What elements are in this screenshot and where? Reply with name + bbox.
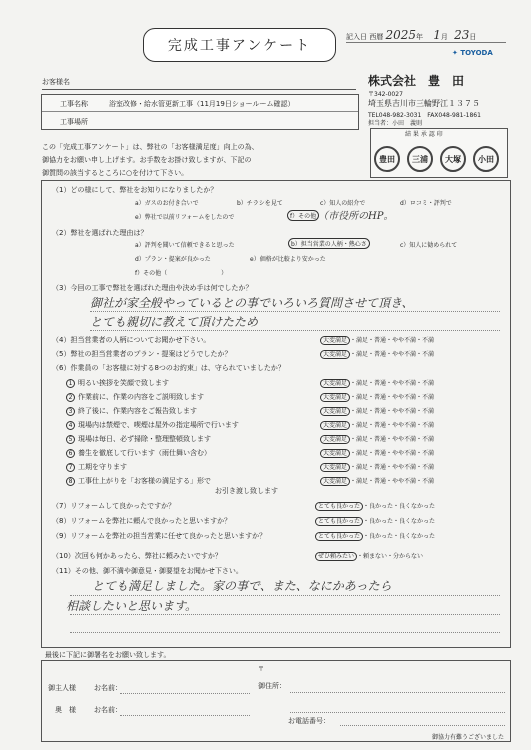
q7-scale[interactable]: とても良かった ・良かった・良くなかった	[315, 501, 435, 510]
q2-option-a[interactable]: a）評判を聞いて信頼できると思った	[135, 242, 235, 249]
q1-label: （1）どの様にして、弊社をお知りになりましたか？	[52, 186, 218, 194]
promise-2: 2 作業前に、作業の内容をご説明致します	[66, 392, 204, 402]
promise-3: 3 終了後に、作業内容をご報告致します	[66, 406, 197, 416]
q2-label: （2）弊社を選ばれた理由は？	[52, 229, 148, 237]
q5-scale[interactable]: 大変満足 ・満足・普通・やや不満・不満	[320, 349, 434, 358]
q9-scale[interactable]: とても良かった ・良かった・良くなかった	[315, 531, 435, 540]
q2-option-b-selected[interactable]: b）担当営業の人柄・熱心さ	[288, 238, 370, 249]
q3-answer-line1: 御社が家全般やっているとの事でいろいろ質問させて頂き、	[90, 296, 414, 310]
thanks-note: 御協力有難うございました	[432, 734, 505, 741]
promise-4: 4 現場内は禁煙で、喫煙は屋外の指定場所で行います	[66, 420, 239, 430]
address-field[interactable]	[290, 692, 505, 693]
phone-label: お電話番号：	[288, 717, 330, 725]
company-name: 株式会社 豊 田	[368, 74, 465, 88]
q2-option-f[interactable]: f）その他（ ）	[135, 270, 228, 277]
footer-label: 最後に下記に御署名をお願い致します。	[45, 651, 171, 659]
q3-answer-line2: とても親切に教えて頂けたため	[90, 315, 259, 329]
q10-label: （10）次回も何かあったら、弊社に頼みたいですか？	[52, 552, 222, 560]
address-field-2[interactable]	[290, 712, 505, 713]
site-label: 工事場所	[60, 118, 88, 126]
intro-line: この「完成工事アンケート」は、弊社の「お客様満足度」向上の為、	[42, 143, 259, 151]
stamp-1: 豊田	[374, 146, 400, 172]
owner-label: 御主人様	[48, 684, 76, 692]
q1-option-c[interactable]: c）知人の紹介で	[320, 200, 366, 207]
q7-label: （7）リフォームして良かったですか？	[52, 502, 176, 510]
promise-3-scale[interactable]: 大変満足 ・満足・普通・やや不満・不満	[320, 406, 434, 415]
wife-name-label: お名前：	[94, 706, 122, 714]
q2-option-c[interactable]: c）知人に勧められて	[400, 242, 458, 249]
promise-7-scale[interactable]: 大変満足 ・満足・普通・やや不満・不満	[320, 462, 434, 471]
q1-option-f-selected[interactable]: f）その他	[287, 210, 319, 221]
q1-option-b[interactable]: b）チラシを見て	[237, 200, 283, 207]
q3-label: （3）今回の工事で弊社を選ばれた理由や決め手は何でしたか？	[52, 284, 253, 292]
address-label: 御住所：	[258, 682, 286, 690]
page-title: 完成工事アンケート	[143, 28, 336, 62]
phone-field[interactable]	[340, 725, 505, 726]
customer-label: お客様名	[42, 78, 70, 86]
q4-label: （4）担当営業者の人柄についてお聞かせ下さい。	[52, 336, 211, 344]
company-staff: 担当者：小田 義則	[368, 120, 423, 127]
promise-2-scale[interactable]: 大変満足 ・満足・普通・やや不満・不満	[320, 392, 434, 401]
owner-name-label: お名前：	[94, 684, 122, 692]
q8-label: （8）リフォームを弊社に頼んで良かったと思いますか？	[52, 517, 232, 525]
q5-label: （5）弊社の担当営業者のプラン・提案はどうでしたか？	[52, 350, 232, 358]
q2-option-e[interactable]: e）価格が比較より安かった	[250, 256, 326, 263]
wife-label: 奥 様	[55, 706, 76, 714]
entry-date: 記入日 西暦 2025年 1月 23日	[346, 28, 477, 42]
promise-8: 8 工事仕上がりを「お客様の満足する」形で	[66, 476, 211, 486]
company-tel: TEL048-982-3031 FAX048-981-1861	[368, 112, 481, 119]
intro-line: 御質問の該当するところに○を付けて下さい。	[42, 169, 189, 177]
q6-label: （6）作業員の「お客様に対する8つのお約束」は、守られていましたか？	[52, 364, 285, 372]
promise-4-scale[interactable]: 大変満足 ・満足・普通・やや不満・不満	[320, 420, 434, 429]
intro-line: 御協力をお願い申し上げます。お手数をお掛け致しますが、下記の	[42, 156, 252, 164]
q4-scale[interactable]: 大変満足 ・満足・普通・やや不満・不満	[320, 335, 434, 344]
work-name: 浴室改修・給水管更新工事（11月19日ショールーム確認）	[109, 100, 295, 108]
q11-answer-line1: とても満足しました。家の事で、また、なにかあったら	[92, 579, 392, 593]
q1-option-a[interactable]: a）ガスのお付き合いで	[135, 200, 199, 207]
stamp-title: 結 果 承 認 印	[405, 131, 443, 138]
q8-scale[interactable]: とても良かった ・良かった・良くなかった	[315, 516, 435, 525]
promise-5: 5 現場は毎日、必ず掃除・整理整頓致します	[66, 434, 211, 444]
q2-option-d[interactable]: d）プラン・提案が良かった	[135, 256, 211, 263]
signature-frame	[41, 660, 511, 742]
footer-zip: 〒	[258, 666, 265, 673]
promise-8-scale[interactable]: 大変満足 ・満足・普通・やや不満・不満	[320, 476, 434, 485]
promise-8-extra: お引き渡し致します	[215, 487, 278, 495]
q10-scale[interactable]: ぜひ頼みたい ・頼まない・分からない	[315, 551, 423, 560]
q1-option-d[interactable]: d）ロコミ・評判で	[400, 200, 452, 207]
stamp-4: 小田	[473, 146, 499, 172]
promise-6: 6 養生を徹底して行います（雨仕舞い含む）	[66, 448, 211, 458]
company-address: 埼玉県吉川市三輪野江１３７５	[368, 99, 480, 108]
stamp-3: 大塚	[440, 146, 466, 172]
brand-logo: ✦ TOYODA	[452, 49, 493, 57]
wife-name-field[interactable]	[120, 715, 250, 716]
q1-other-answer: （市役所のHP。	[318, 211, 394, 222]
promise-1-scale[interactable]: 大変満足 ・満足・普通・やや不満・不満	[320, 378, 434, 387]
owner-name-field[interactable]	[120, 693, 250, 694]
promise-1: 1 明るい挨拶を笑顔で致します	[66, 378, 169, 388]
stamp-2: 三浦	[407, 146, 433, 172]
promise-6-scale[interactable]: 大変満足 ・満足・普通・やや不満・不満	[320, 448, 434, 457]
q11-label: （11）その他、御不満や御意見・御要望をお聞かせ下さい。	[52, 567, 243, 575]
q1-option-e[interactable]: e）弊社で以前リフォームをしたので	[135, 214, 235, 221]
promise-5-scale[interactable]: 大変満足 ・満足・普通・やや不満・不満	[320, 434, 434, 443]
promise-7: 7 工期を守ります	[66, 462, 127, 472]
q9-label: （9）リフォームを弊社の担当営業に任せて良かったと思いますか？	[52, 532, 267, 540]
q11-answer-line2: 相談したいと思います。	[66, 599, 198, 613]
work-name-label: 工事名称	[60, 100, 88, 108]
company-zip: 〒342-0027	[368, 91, 403, 98]
